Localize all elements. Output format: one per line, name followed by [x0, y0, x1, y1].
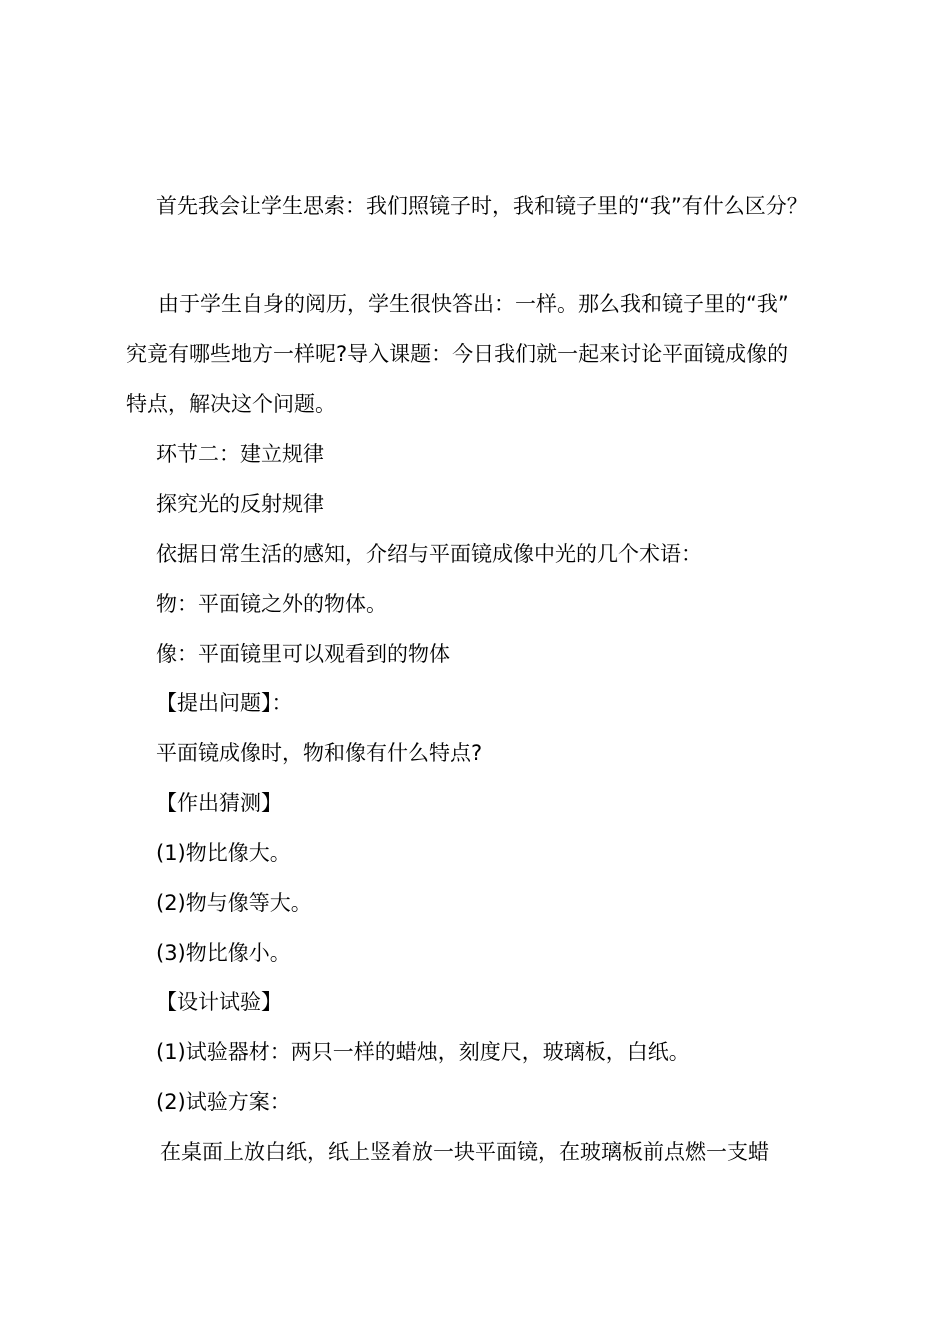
paragraph-terms-intro: 依据日常生活的感知，介绍与平面镜成像中光的几个术语： — [156, 542, 702, 566]
paragraph-question: 平面镜成像时，物和像有什么特点? — [156, 741, 483, 765]
paragraph-student-answer-line1: 由于学生自身的阅历，学生很快答出：一样。那么我和镜子里的“我” — [158, 292, 789, 316]
subheading-reflection-law: 探究光的反射规律 — [156, 492, 324, 516]
list-item-plan: (2)试验方案： — [156, 1090, 291, 1114]
definition-image: 像：平面镜里可以观看到的物体 — [156, 642, 450, 666]
list-item-hypothesis-2: (2)物与像等大。 — [156, 891, 312, 915]
list-item-hypothesis-1: (1)物比像大。 — [156, 841, 291, 865]
paragraph-student-answer-line3: 特点，解决这个问题。 — [126, 392, 336, 416]
heading-hypothesis: 【作出猜测】 — [156, 791, 282, 815]
paragraph-intro-question: 首先我会让学生思索：我们照镜子时，我和镜子里的“我”有什么区分？ — [156, 194, 808, 218]
section-heading-step-two: 环节二：建立规律 — [156, 442, 324, 466]
list-item-hypothesis-3: (3)物比像小。 — [156, 941, 291, 965]
heading-design-experiment: 【设计试验】 — [156, 990, 282, 1014]
heading-raise-question: 【提出问题】： — [156, 691, 293, 715]
definition-object: 物：平面镜之外的物体。 — [156, 592, 387, 616]
paragraph-procedure: 在桌面上放白纸，纸上竖着放一块平面镜，在玻璃板前点燃一支蜡 — [160, 1140, 769, 1164]
list-item-equipment: (1)试验器材：两只一样的蜡烛，刻度尺，玻璃板，白纸。 — [156, 1040, 690, 1064]
paragraph-student-answer-line2: 究竟有哪些地方一样呢?导入课题：今日我们就一起来讨论平面镜成像的 — [126, 342, 789, 366]
